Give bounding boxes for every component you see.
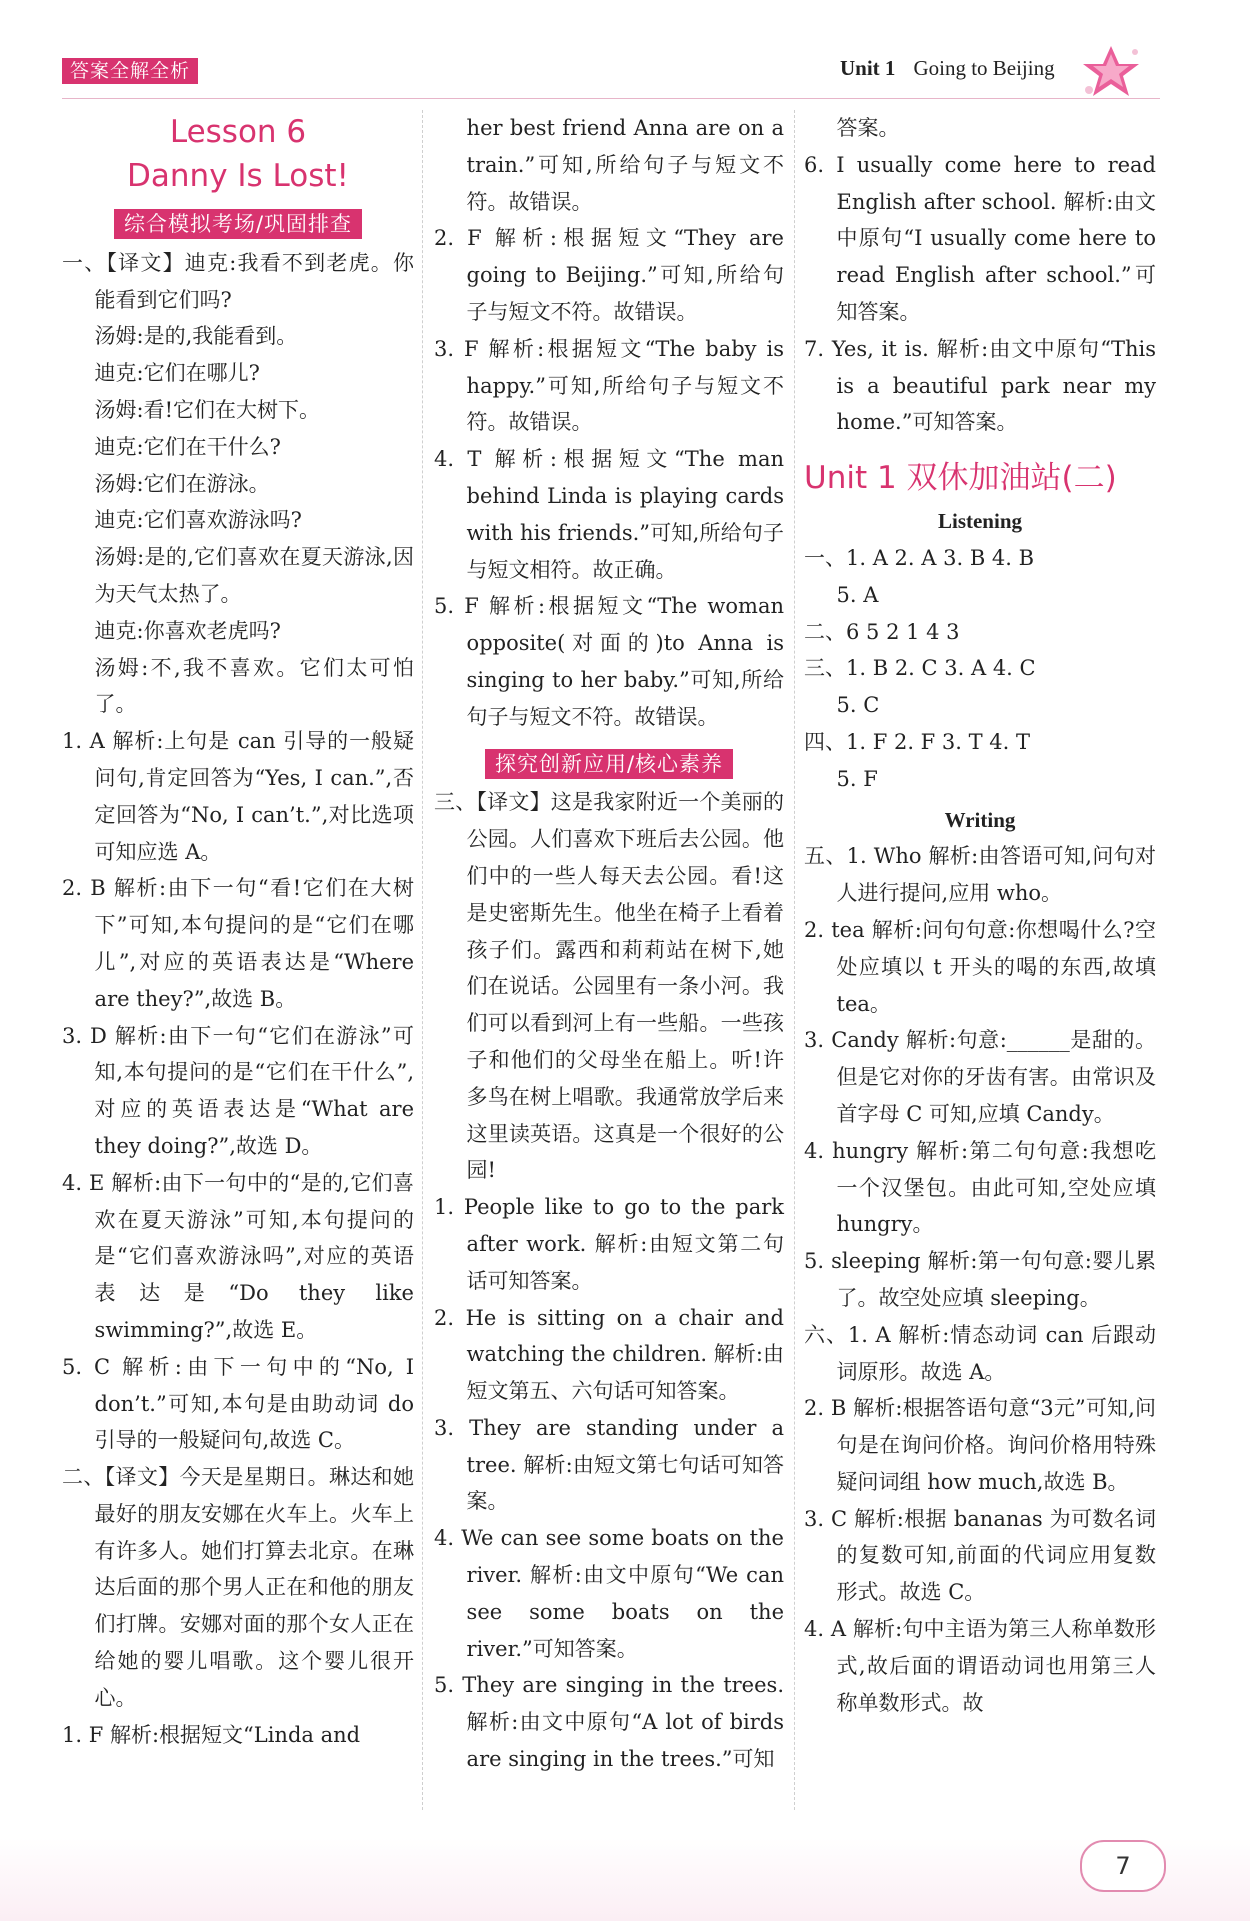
page-number: 7	[1080, 1840, 1166, 1892]
answer-paragraph: 5. C 解析:由下一句中的“No, I don’t.”可知,本句是由助动词 do 引导的一般疑问句,故选 C。	[62, 1354, 414, 1453]
answer-paragraph: 3. D 解析:由下一句“它们在游泳”可知,本句提问的是“它们在干什么”,对应的英语表达是“What are they doing?”,故选 D。	[62, 1023, 414, 1158]
answer-paragraph: 二、【译文】今天是星期日。琳达和她最好的朋友安娜在火车上。火车上有许多人。她们打算去北京。在琳达后面的那个男人正在和他的朋友们打牌。安娜对面的那个女人正在给她的婴儿唱歌。这个婴儿很开心。	[62, 1465, 414, 1710]
answer-paragraph: 5. They are singing in the trees. 解析:由文中原句“A lot of birds are singing in the trees.”可知	[434, 1673, 784, 1772]
answer-paragraph: 2. tea 解析:问句句意:你想喝什么?空处应填以 t 开头的喝的东西,故填 tea。	[804, 917, 1156, 1016]
weekend-section-title: Unit 1 双休加油站(二)	[804, 460, 1117, 497]
answer-paragraph: 2. F 解析:根据短文“They are going to Beijing.”可知,所给句子与短文不符。故错误。	[434, 226, 784, 324]
answer-paragraph: 迪克:它们在哪儿?	[94, 361, 260, 386]
answer-paragraph: 五、1. Who 解析:由答语可知,问句对人进行提问,应用 who。	[804, 844, 1156, 906]
answer-paragraph: 5. F 解析:根据短文“The woman opposite(对面的)to Anna is singing to her baby.”可知,所给句子与短文不符。故错误。	[434, 594, 784, 729]
answer-paragraph: 2. He is sitting on a chair and watching the children. 解析:由短文第五、六句话可知答案。	[434, 1305, 784, 1404]
answer-paragraph: 3. C 解析:根据 bananas 为可数名词的复数可知,前面的代词应用复数形式。故选 C。	[804, 1506, 1156, 1605]
answer-paragraph: 三、1. B 2. C 3. A 4. C	[804, 656, 1036, 681]
lesson-number: Lesson 6	[169, 114, 307, 150]
answer-paragraph: 1. People like to go to the park after work. 解析:由短文第二句话可知答案。	[434, 1195, 784, 1293]
unit-title: Going to Beijing	[913, 56, 1055, 80]
answer-paragraph: 2. B 解析:根据答语句意“3元”可知,问句是在询问价格。询问价格用特殊疑问词组 how much,故选 B。	[804, 1396, 1156, 1494]
lesson-name: Danny Is Lost!	[127, 158, 349, 194]
answer-paragraph: 答案。	[836, 116, 900, 140]
answer-list	[804, 110, 1156, 441]
answer-paragraph: 1. A 解析:上句是 can 引导的一般疑问句,肯定回答为“Yes, I can.”,否定回答为“No, I can’t.”,对比选项可知应选 A。	[62, 729, 414, 864]
star-decoration-icon	[1075, 42, 1147, 104]
header-rule	[62, 98, 1160, 99]
answer-paragraph: 汤姆:不,我不喜欢。它们太可怕了。	[94, 655, 414, 717]
answer-paragraph: 汤姆:是的,它们喜欢在夏天游泳,因为天气太热了。	[94, 545, 414, 606]
answer-paragraph: 三、【译文】这是我家附近一个美丽的公园。人们喜欢下班后去公园。他们中的一些人每天去公园。看!这是史密斯先生。他坐在椅子上看着孩子们。露西和莉莉站在树下,她们在说话。公园里有一条小河。我们可以看到河上有一些船。一些孩子和他们的父母坐在船上。听!许多鸟在树上唱歌。我通常放学后来这里读英语。这真是一个很好的公园!	[434, 790, 784, 1183]
answer-paragraph: 7. Yes, it is. 解析:由文中原句“This is a beautiful park near my home.”可知答案。	[804, 336, 1156, 435]
answer-paragraph: 二、6 5 2 1 4 3	[804, 619, 960, 644]
answer-list	[434, 110, 784, 736]
column-3	[804, 110, 1156, 1721]
answer-paragraph: 5. C	[836, 693, 880, 718]
answer-paragraph: 3. Candy 解析:句意:______是甜的。但是它对你的牙齿有害。由常识及首字母 C 可知,应填 Candy。	[804, 1028, 1156, 1126]
column-divider	[794, 110, 795, 1810]
answer-list	[434, 784, 784, 1778]
footer-band	[0, 1838, 1250, 1921]
answer-paragraph: 1. F 解析:根据短文“Linda and	[62, 1722, 361, 1747]
writing-answers	[804, 838, 1156, 1721]
answer-paragraph: 4. We can see some boats on the river. 解析:由文中原句“We can see some boats on the river.”可知答案。	[434, 1526, 784, 1661]
writing-heading: Writing	[944, 807, 1016, 832]
banner-wrap	[62, 206, 414, 243]
section-banner: 探究创新应用/核心素养	[485, 749, 733, 779]
answer-paragraph: 5. F	[836, 766, 878, 791]
answer-paragraph: 汤姆:看!它们在大树下。	[94, 397, 321, 422]
banner-wrap	[434, 746, 784, 783]
answer-paragraph: 一、【译文】迪克:我看不到老虎。你能看到它们吗?	[62, 250, 414, 312]
column-2	[434, 110, 784, 1778]
answer-paragraph: 2. B 解析:由下一句“看!它们在大树下”可知,本句提问的是“它们在哪儿”,对应的英语表达是“Where are they?”,故选 B。	[62, 876, 414, 1011]
answer-paragraph: 汤姆:它们在游泳。	[94, 471, 270, 496]
column-divider	[422, 110, 423, 1810]
answer-paragraph: 迪克:你喜欢老虎吗?	[94, 618, 281, 643]
lesson-title	[62, 110, 414, 198]
column-1	[62, 110, 414, 1753]
answer-paragraph: 4. T 解析:根据短文“The man behind Linda is playing cards with his friends.”可知,所给句子与短文相符。故正确。	[434, 447, 784, 582]
page-header	[0, 0, 1250, 110]
answer-paragraph: 3. They are standing under a tree. 解析:由短文第七句话可知答案。	[434, 1415, 784, 1514]
answer-paragraph: 迪克:它们在干什么?	[94, 434, 281, 459]
listening-answers	[804, 540, 1156, 798]
answer-paragraph: 4. A 解析:句中主语为第三人称单数形式,故后面的谓语动词也用第三人称单数形式。故	[804, 1617, 1156, 1715]
answer-paragraph: 迪克:它们喜欢游泳吗?	[94, 508, 302, 533]
answer-paragraph: 4. E 解析:由下一句中的“是的,它们喜欢在夏天游泳”可知,本句提问的是“它们喜欢游泳吗”,对应的英语表达是“Do they like swimming?”,故选 E。	[62, 1170, 414, 1342]
answer-paragraph: 3. F 解析:根据短文“The baby is happy.”可知,所给句子与短文不符。故错误。	[434, 336, 784, 435]
answer-paragraph: 5. A	[836, 582, 879, 607]
answer-paragraph: 4. hungry 解析:第二句句意:我想吃一个汉堡包。由此可知,空处应填 hungry。	[804, 1138, 1156, 1237]
brand-label: 答案全解全析	[62, 58, 198, 84]
answer-paragraph: 四、1. F 2. F 3. T 4. T	[804, 729, 1031, 754]
unit-label: Unit 1	[840, 56, 896, 80]
answer-paragraph: 6. I usually come here to read English after school. 解析:由文中原句“I usually come here to read English after school.”可知答案。	[804, 152, 1156, 324]
answer-paragraph: 5. sleeping 解析:第一句句意:婴儿累了。故空处应填 sleeping。	[804, 1249, 1156, 1310]
answer-paragraph: 一、1. A 2. A 3. B 4. B	[804, 545, 1035, 570]
answer-paragraph: 六、1. A 解析:情态动词 can 后跟动词原形。故选 A。	[804, 1322, 1156, 1384]
running-head	[840, 56, 1055, 81]
listening-heading: Listening	[937, 509, 1023, 534]
answer-list	[62, 245, 414, 1754]
section-banner: 综合模拟考场/巩固排查	[114, 209, 362, 239]
answer-paragraph: 汤姆:是的,我能看到。	[94, 324, 298, 349]
answer-paragraph: her best friend Anna are on a train.”可知,所给句子与短文不符。故错误。	[466, 116, 784, 214]
